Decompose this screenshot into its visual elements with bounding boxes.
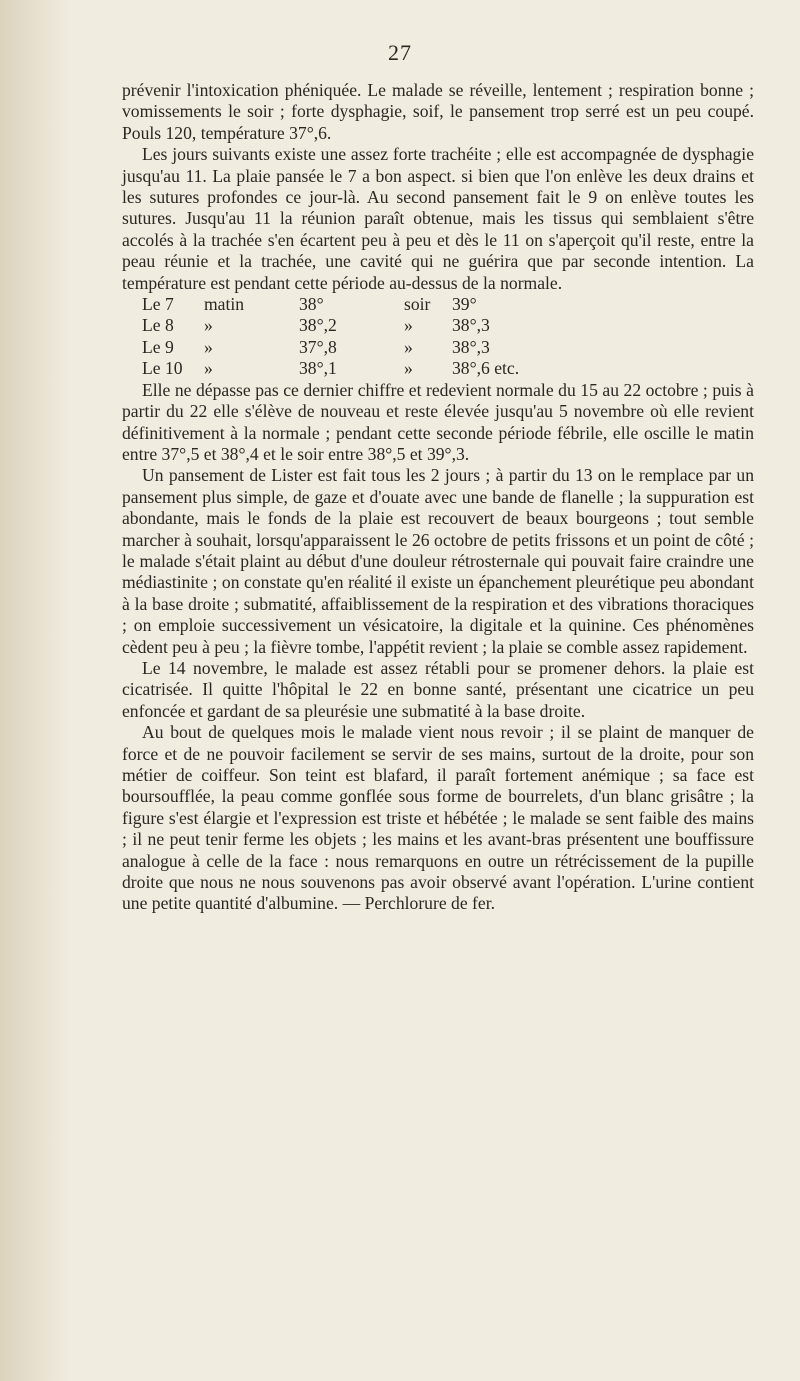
- temp-evening-value: 38°,6 etc.: [452, 358, 520, 379]
- temp-time-label: »: [404, 336, 413, 357]
- temp-time-label: soir: [404, 294, 431, 315]
- temp-day: Le 9: [142, 336, 174, 357]
- temp-day: Le 8: [142, 315, 174, 336]
- intro-paragraph: prévenir l'intoxication phéniquée. Le malade se réveille, lentement ; respiration bonne ; vomissements le soir ; forte dysphagie, soif, le pansement trop serré est un peu coupé. Pouls 120, température 37°,6.: [122, 80, 754, 143]
- temp-morning-value: 38°: [299, 294, 324, 315]
- temperature-table: [142, 294, 592, 380]
- paragraph-fever: Elle ne dépasse pas ce dernier chiffre et redevient normale du 15 au 22 octobre ; puis à partir du 22 elle s'élève de nouveau et reste élevée jusqu'au 5 novembre où elle revient définitivement à la normale ; pendant cette seconde période fébrile, elle oscille le matin entre 37°,5 et 38°,4 et le soir entre 38°,5 et 39°,3.: [122, 379, 754, 464]
- temp-time-label: »: [404, 358, 413, 379]
- temp-evening-value: 39°: [452, 294, 477, 315]
- temp-day: Le 7: [142, 294, 174, 315]
- page-body: [122, 80, 754, 915]
- temperature-row: [142, 315, 592, 336]
- paragraph-lister: Un pansement de Lister est fait tous les 2 jours ; à partir du 13 on le remplace par un pansement plus simple, de gaze et d'ouate avec une bande de flanelle ; la suppuration est abondante, mais le fonds de la plaie est recouvert de beaux bourgeons ; tout semble marcher à souhait, lorsqu'apparaissent le 26 octobre de petits frissons et un point de côté ; le malade s'était plaint au début d'une douleur rétrosternale qui pouvait faire craindre une médiastinite ; on constate qu'en réalité il existe un épanchement pleurétique peu abondant à la base droite ; submatité, affaiblissement de la respiration et des vibrations thoraciques ; on emploie successivement un vésicatoire, la digitale et la quinine. Ces phénomènes cèdent peu à peu ; la fièvre tombe, l'appétit revient ; la plaie se comble assez rapidement.: [122, 465, 754, 657]
- temp-morning-value: 38°,2: [299, 315, 337, 336]
- temp-morning-value: 38°,1: [299, 358, 337, 379]
- page-number: 27: [388, 40, 412, 65]
- temp-evening-value: 38°,3: [452, 336, 490, 357]
- temp-morning-value: 37°,8: [299, 336, 337, 357]
- temp-time-label: »: [204, 358, 213, 379]
- temp-time-label: »: [404, 315, 413, 336]
- temperature-row: [142, 358, 592, 379]
- temperature-row: [142, 337, 592, 358]
- paragraph-november: Le 14 novembre, le malade est assez rétabli pour se promener dehors. la plaie est cicatrisée. Il quitte l'hôpital le 22 en bonne santé, présentant une cicatrice un peu enfoncée et gardant de sa pleurésie une submatité à la base droite.: [122, 657, 754, 721]
- temp-evening-value: 38°,3: [452, 315, 490, 336]
- temp-time-label: »: [204, 336, 213, 357]
- temperature-row: [142, 294, 592, 315]
- temp-time-label: »: [204, 315, 213, 336]
- paragraph-months: Au bout de quelques mois le malade vient nous revoir ; il se plaint de manquer de force et de ne pouvoir facilement se servir de ses mains, surtout de la droite, pour son métier de coiffeur. Son teint est blafard, il paraît fortement anémique ; sa face est boursoufflée, la peau comme gonflée sous forme de bourrelets, d'un blanc grisâtre ; la figure s'est élargie et l'expression est triste et hébétée ; le malade se sent faible des mains ; il ne peut tenir ferme les objets ; les mains et les avant-bras présentent une bouffissure analogue à celle de la face : nous remarquons en outre un rétrécissement de la pupille droite que nous ne nous souvenons pas avoir observé avant l'opération. L'urine contient une petite quantité d'albumine. — Perchlorure de fer.: [122, 722, 754, 914]
- temp-day: Le 10: [142, 358, 183, 379]
- temp-time-label: matin: [204, 294, 245, 315]
- paragraph-days: Les jours suivants existe une assez forte trachéite ; elle est accompagnée de dysphagie jusqu'au 11. La plaie pansée le 7 a bon aspect. si bien que l'on enlève les deux drains et les sutures profondes ce jour-là. Au second pansement fait le 9 on enlève toutes les sutures. Jusqu'au 11 la réunion paraît obtenue, mais les tissus qui semblaient s'être accolés à la trachée s'en écartent peu à peu et dès le 11 on s'aperçoit qu'il reste, entre la peau réunie et la trachée, une cavité qui ne guérira que par seconde intention. La température est pendant cette période au-dessus de la normale.: [122, 144, 754, 293]
- page-edge-shadow: [0, 0, 70, 1381]
